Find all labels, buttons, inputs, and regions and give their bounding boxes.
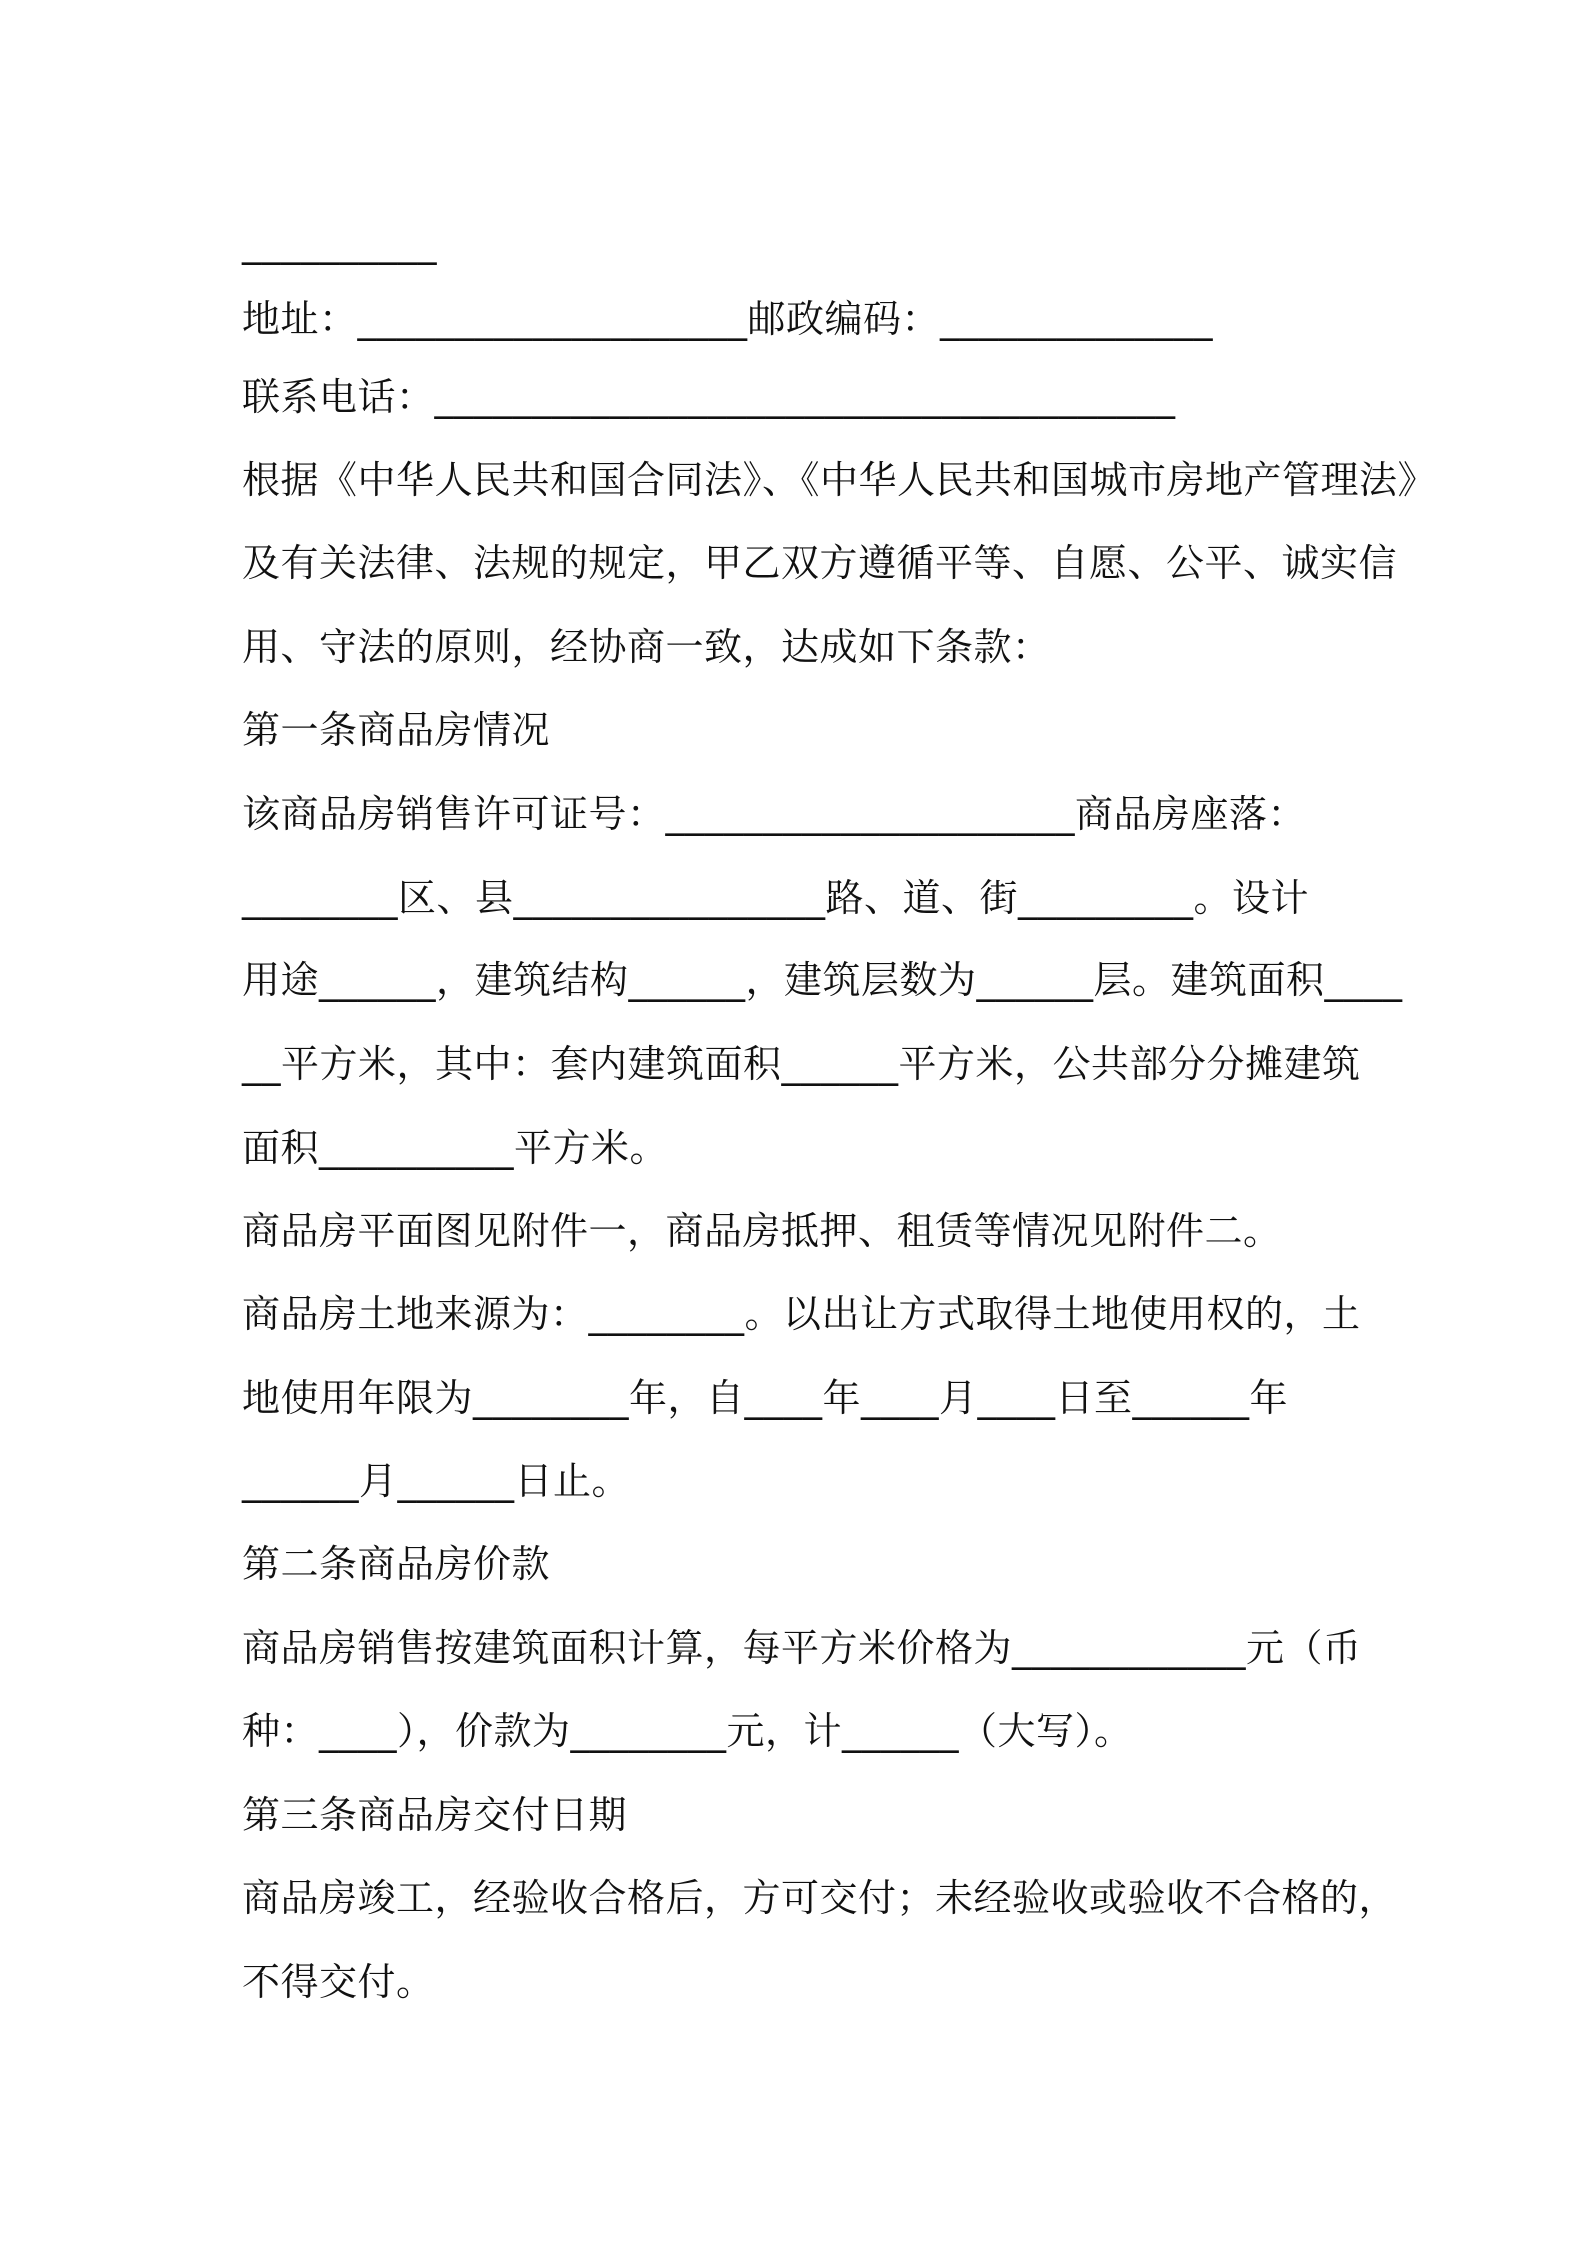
text-line-6: 用、守法的原则，经协商一致，达成如下条款： bbox=[242, 625, 1051, 669]
text-line-16: ______月______日止。 bbox=[242, 1459, 631, 1503]
text-line-4: 根据《中华人民共和国合同法》、《中华人民共和国城市房地产管理法》 bbox=[242, 458, 1437, 502]
text-line-12: 面积__________平方米。 bbox=[242, 1126, 669, 1170]
text-line-9: ________区、县________________路、道、街_________。设计 bbox=[242, 876, 1310, 920]
text-line-5: 及有关法律、法规的规定，甲乙双方遵循平等、自愿、公平、诚实信 bbox=[242, 541, 1398, 585]
text-line-3: 联系电话：______________________________________ bbox=[242, 375, 1176, 419]
text-line-18: 商品房销售按建筑面积计算，每平方米价格为____________元（币 bbox=[242, 1626, 1362, 1670]
text-line-22: 不得交付。 bbox=[242, 1960, 435, 2004]
text-line-21: 商品房竣工，经验收合格后，方可交付；未经验收或验收不合格的， bbox=[242, 1876, 1398, 1920]
text-line-8: 该商品房销售许可证号：_____________________商品房座落： bbox=[242, 792, 1307, 836]
section-heading-3: 第三条商品房交付日期 bbox=[242, 1793, 628, 1837]
text-line-14: 商品房土地来源为：________。以出让方式取得土地使用权的，土 bbox=[242, 1292, 1361, 1336]
text-line-11: __平方米，其中：套内建筑面积______平方米，公共部分分摊建筑 bbox=[242, 1042, 1361, 1086]
section-heading-1: 第一条商品房情况 bbox=[242, 708, 551, 752]
text-line-2: 地址：____________________邮政编码：______________ bbox=[242, 297, 1214, 341]
text-line-13: 商品房平面图见附件一，商品房抵押、租赁等情况见附件二。 bbox=[242, 1209, 1282, 1253]
section-heading-2: 第二条商品房价款 bbox=[242, 1542, 551, 1586]
text-line-15: 地使用年限为________年，自____年____月____日至______年 bbox=[242, 1376, 1289, 1420]
text-line-10: 用途______，建筑结构______，建筑层数为______层。建筑面积____ bbox=[242, 958, 1403, 1002]
text-line-19: 种：____），价款为________元，计______（大写）。 bbox=[242, 1709, 1133, 1753]
text-line-1: __________ bbox=[242, 221, 437, 265]
